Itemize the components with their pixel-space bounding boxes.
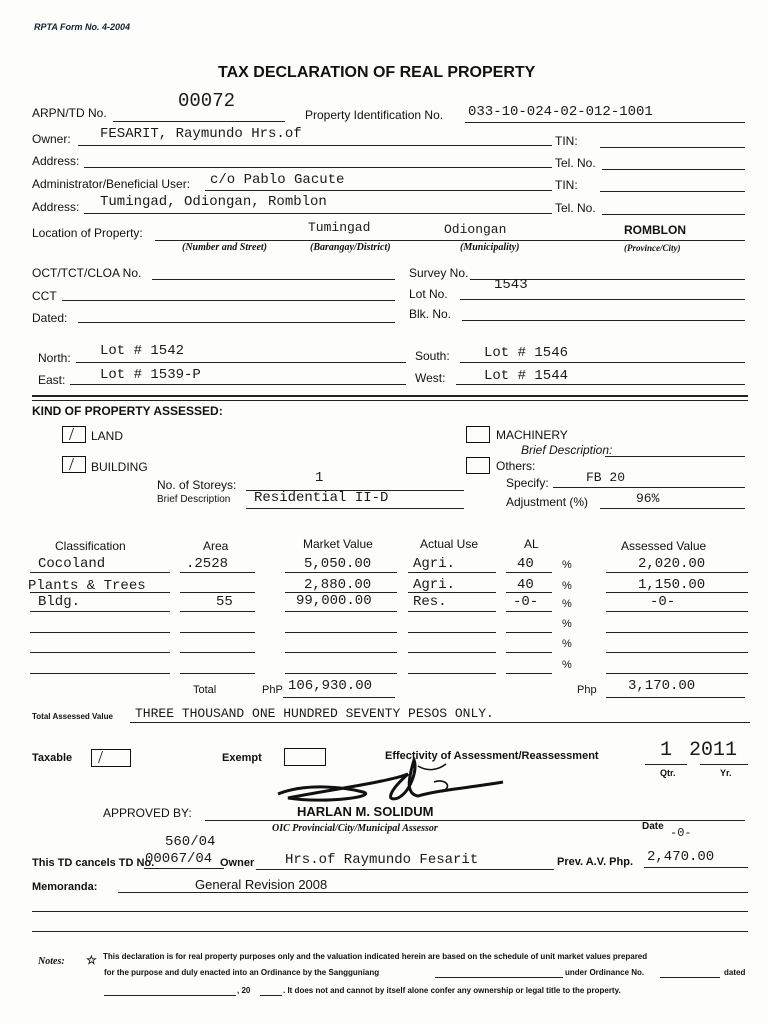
section-divider-bottom	[32, 400, 748, 401]
header-actual-use: Actual Use	[420, 537, 479, 551]
table-underline	[408, 673, 496, 674]
location-underline	[155, 240, 745, 241]
tel2-label: Tel. No.	[555, 201, 596, 215]
memoranda-value[interactable]: General Revision 2008	[195, 877, 328, 892]
oct-label: OCT/TCT/CLOA No.	[32, 266, 142, 280]
approved-label: APPROVED BY:	[103, 806, 192, 820]
effectivity-qtr-underline	[645, 764, 687, 765]
table-underline	[606, 652, 748, 653]
header-al: AL	[524, 537, 539, 551]
arpn-label: ARPN/TD No.	[32, 106, 107, 120]
row2-classification[interactable]: Plants & Trees	[28, 578, 146, 594]
building-checkbox[interactable]	[62, 456, 86, 473]
west-value[interactable]: Lot # 1544	[484, 368, 569, 384]
table-underline	[180, 592, 255, 593]
row3-area[interactable]: 55	[216, 594, 233, 610]
barangay-caption: (Barangay/District)	[310, 242, 391, 253]
blk-label: Blk. No.	[409, 307, 452, 321]
cancels-value-top[interactable]: 560/04	[165, 834, 216, 850]
row3-pct: %	[562, 598, 572, 610]
form-number: RPTA Form No. 4-2004	[34, 22, 131, 32]
header-classification: Classification	[55, 539, 126, 553]
cancels-owner-underline	[256, 869, 554, 870]
tel-label: Tel. No.	[555, 156, 596, 170]
admin-address-underline	[84, 213, 552, 214]
row2-market[interactable]: 2,880.00	[304, 577, 372, 593]
address-label: Address:	[32, 154, 80, 168]
exempt-label: Exempt	[222, 752, 262, 764]
land-checkbox[interactable]	[62, 426, 86, 443]
prev-av-underline	[644, 867, 748, 868]
row1-classification[interactable]: Cocoland	[38, 556, 106, 572]
barangay-value[interactable]: Tumingad	[308, 220, 371, 235]
pin-label: Property Identification No.	[305, 108, 444, 122]
bldg-desc-value[interactable]: Residential II-D	[254, 490, 389, 506]
table-underline	[180, 652, 255, 653]
yr-label: Yr.	[720, 768, 732, 778]
storeys-value[interactable]: 1	[315, 470, 324, 486]
table-underline	[180, 611, 255, 612]
cancels-owner-label: Owner	[220, 857, 255, 869]
cct-label: CCT	[32, 289, 57, 303]
tel2-underline	[602, 214, 745, 215]
machinery-checkbox[interactable]	[466, 426, 490, 443]
address-underline	[84, 167, 552, 168]
table-underline	[30, 632, 170, 633]
adjustment-value[interactable]: 96%	[636, 491, 660, 506]
notes-line-2b: under Ordinance No.	[565, 968, 645, 977]
row3-use[interactable]: Res.	[413, 594, 447, 610]
table-underline	[285, 652, 397, 653]
row1-al[interactable]: 40	[517, 556, 534, 572]
taxable-checkbox[interactable]	[91, 749, 131, 767]
table-underline	[30, 652, 170, 653]
table-underline	[285, 632, 397, 633]
admin-address-value[interactable]: Tumingad, Odiongan, Romblon	[100, 194, 327, 210]
row3-assessed[interactable]: -0-	[650, 594, 676, 610]
memoranda-label: Memoranda:	[32, 881, 98, 893]
west-underline	[456, 384, 745, 385]
total-market-value[interactable]: 106,930.00	[288, 678, 373, 694]
row2-use[interactable]: Agri.	[413, 577, 456, 593]
tel-underline	[602, 169, 745, 170]
total-words-value[interactable]: THREE THOUSAND ONE HUNDRED SEVENTY PESOS ONLY.	[135, 706, 494, 721]
row1-market[interactable]: 5,050.00	[304, 556, 372, 572]
table-underline	[408, 592, 496, 593]
row3-classification[interactable]: Bldg.	[38, 594, 81, 610]
table-underline	[408, 632, 496, 633]
specify-value[interactable]: FB 20	[586, 470, 626, 485]
date-value[interactable]: -0-	[670, 826, 692, 840]
tin2-label: TIN:	[555, 178, 578, 192]
survey-label: Survey No.	[409, 266, 469, 280]
qtr-label: Qtr.	[660, 768, 676, 778]
land-label: LAND	[91, 429, 124, 443]
table-underline	[408, 572, 496, 573]
row4-pct: %	[562, 618, 572, 630]
notes-star-icon: ☆	[86, 953, 97, 967]
north-label: North:	[38, 351, 71, 365]
table-underline	[285, 611, 397, 612]
table-underline	[506, 592, 552, 593]
total-assessed-php-label: Php	[577, 684, 597, 696]
effectivity-label: Effectivity of Assessment/Reassessment	[385, 750, 599, 762]
machinery-desc-label: Brief Description:	[521, 443, 613, 457]
owner-value[interactable]: FESARIT, Raymundo Hrs.of	[100, 126, 302, 142]
total-assessed-value[interactable]: 3,170.00	[628, 678, 696, 694]
table-underline	[606, 632, 748, 633]
notes-line-2c: dated	[724, 968, 746, 977]
table-underline	[606, 592, 748, 593]
north-value[interactable]: Lot # 1542	[100, 343, 185, 359]
row1-use[interactable]: Agri.	[413, 556, 456, 572]
others-checkbox[interactable]	[466, 457, 490, 474]
cancels-value[interactable]: 00067/04	[145, 851, 213, 867]
date-label: Date	[642, 821, 664, 832]
row5-pct: %	[562, 638, 572, 650]
row3-market[interactable]: 99,000.00	[296, 593, 372, 609]
notes-blank-2	[660, 977, 720, 978]
total-php-label: PhP	[262, 684, 283, 696]
building-label: BUILDING	[91, 460, 148, 474]
adjustment-label: Adjustment (%)	[506, 495, 589, 509]
taxable-label: Taxable	[32, 752, 73, 764]
lot-label: Lot No.	[409, 287, 448, 301]
memoranda-underline-3	[32, 931, 748, 932]
header-market-value: Market Value	[303, 537, 373, 551]
table-underline	[506, 632, 552, 633]
pin-underline	[465, 122, 745, 123]
page-title: TAX DECLARATION OF REAL PROPERTY	[218, 64, 536, 81]
north-underline	[76, 362, 406, 363]
machinery-desc-underline	[605, 456, 745, 457]
table-underline	[408, 652, 496, 653]
table-underline	[506, 611, 552, 612]
machinery-label: MACHINERY	[496, 428, 568, 442]
east-label: East:	[38, 373, 66, 387]
table-underline	[506, 673, 552, 674]
tin-label: TIN:	[555, 134, 578, 148]
specify-underline	[553, 487, 745, 488]
total-market-underline	[283, 697, 395, 698]
admin-value[interactable]: c/o Pablo Gacute	[210, 172, 345, 188]
header-assessed-value: Assessed Value	[621, 539, 707, 553]
municipality-caption: (Municipality)	[460, 242, 520, 253]
admin-address-label: Address:	[32, 200, 80, 214]
kind-heading: KIND OF PROPERTY ASSESSED:	[32, 404, 223, 418]
row1-assessed[interactable]: 2,020.00	[638, 556, 706, 572]
notes-line-3a: , 20	[237, 986, 251, 995]
east-underline	[70, 384, 406, 385]
location-label: Location of Property:	[32, 226, 143, 240]
notes-line-1: This declaration is for real property purposes only and the valuation indicated herein are based on the schedule of unit market values prepared	[103, 952, 648, 961]
others-label: Others:	[496, 459, 536, 473]
table-underline	[30, 673, 170, 674]
approver-title: OIC Provincial/City/Municipal Assessor	[272, 823, 438, 834]
table-underline	[30, 611, 170, 612]
section-divider-top	[32, 395, 748, 397]
west-label: West:	[415, 371, 446, 385]
total-label: Total	[193, 684, 217, 696]
bldg-desc-label: Brief Description	[157, 494, 231, 505]
east-value[interactable]: Lot # 1539-P	[100, 367, 201, 383]
pin-value[interactable]: 033-10-024-02-012-1001	[468, 104, 653, 120]
notes-line-3b: . It does not and cannot by itself alone confer any ownership or legal title to the property.	[283, 986, 621, 995]
south-value[interactable]: Lot # 1546	[484, 345, 569, 361]
notes-line-2a: for the purpose and duly enacted into an Ordinance by the Sangguniang	[104, 968, 380, 977]
table-underline	[180, 572, 255, 573]
approver-name: HARLAN M. SOLIDUM	[297, 804, 434, 819]
adjustment-underline	[600, 508, 745, 509]
table-underline	[506, 572, 552, 573]
memoranda-underline-1	[118, 892, 748, 893]
tin-underline	[600, 147, 745, 148]
owner-label: Owner:	[32, 132, 71, 146]
province-caption: (Province/City)	[624, 243, 681, 253]
dated-underline	[78, 322, 395, 323]
lot-value[interactable]: 1543	[494, 277, 528, 293]
cancels-owner-value[interactable]: Hrs.of Raymundo Fesarit	[285, 852, 479, 868]
south-label: South:	[415, 349, 450, 363]
effectivity-qtr[interactable]: 1	[660, 739, 673, 762]
signature-image	[268, 752, 518, 810]
lot-underline	[460, 299, 745, 300]
prev-av-label: Prev. A.V. Php.	[557, 856, 634, 868]
province-value[interactable]: ROMBLON	[624, 223, 686, 237]
municipality-value[interactable]: Odiongan	[444, 222, 507, 237]
blk-underline	[462, 320, 745, 321]
total-assessed-underline	[606, 697, 745, 698]
table-underline	[180, 632, 255, 633]
table-underline	[285, 572, 397, 573]
oct-underline	[152, 279, 395, 280]
row2-pct: %	[562, 580, 572, 592]
table-underline	[180, 673, 255, 674]
admin-underline	[205, 190, 552, 191]
table-underline	[606, 572, 748, 573]
row6-pct: %	[562, 659, 572, 671]
dated-label: Dated:	[32, 311, 68, 325]
arpn-underline	[113, 121, 285, 122]
street-caption: (Number and Street)	[182, 242, 267, 253]
total-words-underline	[130, 722, 750, 723]
row1-area[interactable]: .2528	[186, 556, 229, 572]
table-underline	[606, 611, 748, 612]
bldg-desc-underline	[246, 508, 464, 509]
table-underline	[408, 611, 496, 612]
notes-blank-4	[260, 995, 282, 996]
table-underline	[30, 592, 170, 593]
notes-label: Notes:	[38, 956, 65, 967]
specify-label: Specify:	[506, 476, 549, 490]
row2-assessed[interactable]: 1,150.00	[638, 577, 706, 593]
total-words-label: Total Assessed Value	[32, 712, 113, 721]
storeys-label: No. of Storeys:	[157, 478, 237, 492]
approved-underline	[205, 820, 745, 821]
table-underline	[285, 592, 397, 593]
notes-blank-1	[435, 977, 563, 978]
owner-underline	[78, 145, 552, 146]
prev-av-value[interactable]: 2,470.00	[647, 849, 715, 865]
effectivity-yr[interactable]: 2011	[689, 739, 738, 762]
admin-label: Administrator/Beneficial User:	[32, 177, 191, 191]
table-underline	[606, 673, 748, 674]
row1-pct: %	[562, 559, 572, 571]
cancels-label: This TD cancels TD No.	[32, 857, 155, 869]
header-area: Area	[203, 539, 229, 553]
memoranda-underline-2	[32, 911, 748, 912]
arpn-value[interactable]: 00072	[178, 90, 236, 112]
table-underline	[285, 673, 397, 674]
south-underline	[460, 362, 745, 363]
table-underline	[506, 652, 552, 653]
tin2-underline	[600, 191, 745, 192]
row3-al[interactable]: -0-	[513, 594, 539, 610]
cancels-underline	[144, 868, 224, 869]
notes-blank-3	[104, 995, 236, 996]
cct-underline	[62, 300, 395, 301]
table-underline	[30, 572, 170, 573]
effectivity-yr-underline	[700, 764, 748, 765]
row2-al[interactable]: 40	[517, 577, 534, 593]
